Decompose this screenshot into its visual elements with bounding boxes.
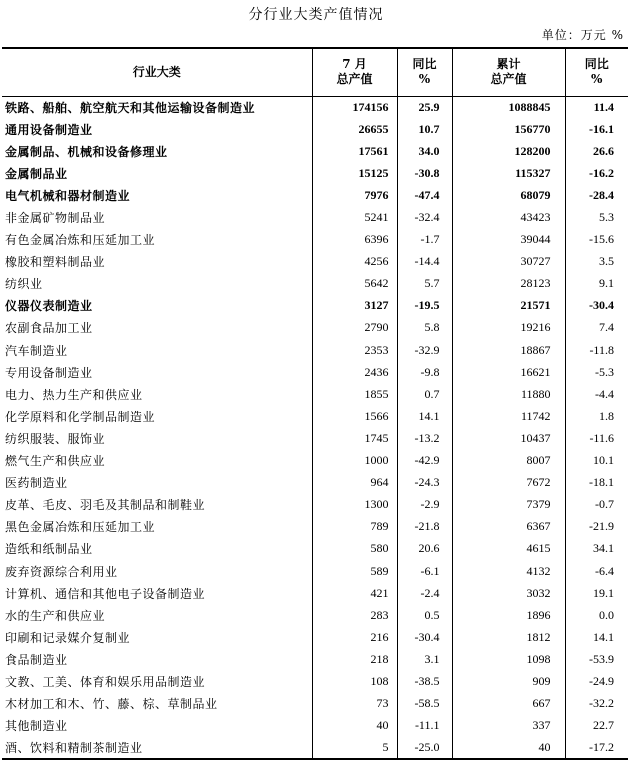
cumulative-output: 1896 — [452, 604, 565, 626]
table-row — [2, 626, 628, 648]
industry-name: 其他制造业 — [5, 719, 68, 734]
table-row — [2, 582, 628, 604]
cumulative-yoy: -6.4 — [565, 560, 628, 582]
cumulative-yoy: -21.9 — [565, 516, 628, 538]
table-row — [2, 472, 628, 494]
table-row — [2, 516, 628, 538]
cumulative-output: 156770 — [452, 118, 565, 140]
industry-name: 电力、热力生产和供应业 — [5, 387, 143, 402]
cumulative-output: 10437 — [452, 427, 565, 449]
cumulative-yoy: 0.0 — [565, 604, 628, 626]
industry-name: 造纸和纸制品业 — [5, 542, 93, 557]
cumulative-output: 43423 — [452, 206, 565, 228]
cumulative-output: 7379 — [452, 494, 565, 516]
july-yoy: -14.4 — [397, 251, 452, 273]
cumulative-output: 3032 — [452, 582, 565, 604]
cumulative-yoy: -53.9 — [565, 648, 628, 670]
cumulative-yoy: 5.3 — [565, 206, 628, 228]
table-row — [2, 405, 628, 427]
cumulative-yoy: -15.6 — [565, 229, 628, 251]
cumulative-output: 909 — [452, 670, 565, 692]
industry-name: 金属制品业 — [5, 166, 68, 181]
cumulative-yoy: -30.4 — [565, 295, 628, 317]
cumulative-yoy: -11.8 — [565, 339, 628, 361]
july-output: 2790 — [312, 317, 397, 339]
industry-name: 计算机、通信和其他电子设备制造业 — [5, 586, 206, 601]
july-output: 5241 — [312, 206, 397, 228]
industry-name: 废弃资源综合利用业 — [5, 564, 118, 579]
table-row — [2, 118, 628, 140]
industry-name: 燃气生产和供应业 — [5, 454, 106, 469]
cumulative-yoy: -5.3 — [565, 361, 628, 383]
industry-name: 有色金属冶炼和压延加工业 — [5, 233, 156, 248]
cumulative-output: 28123 — [452, 273, 565, 295]
industry-name: 非金属矿物制品业 — [5, 211, 106, 226]
industry-name: 化学原料和化学制品制造业 — [5, 409, 156, 424]
table-row — [2, 206, 628, 228]
july-yoy: -2.4 — [397, 582, 452, 604]
cumulative-output: 11742 — [452, 405, 565, 427]
july-yoy: -21.8 — [397, 516, 452, 538]
industry-name: 专用设备制造业 — [5, 365, 93, 380]
cumulative-output: 68079 — [452, 184, 565, 206]
cumulative-output: 4615 — [452, 538, 565, 560]
july-yoy: -24.3 — [397, 472, 452, 494]
header-text: 总产值 — [490, 72, 527, 87]
industry-name: 黑色金属冶炼和压延加工业 — [5, 520, 156, 535]
industry-name: 农副食品加工业 — [5, 321, 93, 336]
july-yoy: 14.1 — [397, 405, 452, 427]
july-output: 3127 — [312, 295, 397, 317]
industry-name: 纺织业 — [5, 277, 43, 292]
table-row — [2, 361, 628, 383]
industry-name: 纺织服装、服饰业 — [5, 431, 106, 446]
july-output: 283 — [312, 604, 397, 626]
table-row — [2, 715, 628, 737]
cumulative-yoy: 3.5 — [565, 251, 628, 273]
cumulative-yoy: 14.1 — [565, 626, 628, 648]
july-yoy: -58.5 — [397, 693, 452, 715]
table-row — [2, 648, 628, 670]
industry-name: 文教、工美、体育和娱乐用品制造业 — [5, 674, 206, 689]
table-row — [2, 229, 628, 251]
header-july-yoy — [397, 48, 452, 96]
cumulative-output: 18867 — [452, 339, 565, 361]
header-text: 行业大类 — [132, 64, 181, 79]
july-output: 108 — [312, 670, 397, 692]
cumulative-yoy: -16.1 — [565, 118, 628, 140]
july-output: 789 — [312, 516, 397, 538]
table-row — [2, 560, 628, 582]
industry-name: 印刷和记录媒介复制业 — [5, 630, 131, 645]
july-output: 1745 — [312, 427, 397, 449]
table-header — [2, 48, 628, 96]
july-output: 5642 — [312, 273, 397, 295]
table-row — [2, 339, 628, 361]
cumulative-yoy: 22.7 — [565, 715, 628, 737]
july-output: 40 — [312, 715, 397, 737]
cumulative-output: 6367 — [452, 516, 565, 538]
cumulative-yoy: 19.1 — [565, 582, 628, 604]
industry-name: 汽车制造业 — [5, 343, 68, 358]
july-yoy: 0.7 — [397, 383, 452, 405]
industry-name: 橡胶和塑料制品业 — [5, 255, 106, 270]
table-row — [2, 383, 628, 405]
table-row — [2, 494, 628, 516]
table-row — [2, 604, 628, 626]
cumulative-yoy: -16.2 — [565, 162, 628, 184]
table-row — [2, 670, 628, 692]
july-yoy: -30.8 — [397, 162, 452, 184]
table-row — [2, 96, 628, 118]
cumulative-output: 128200 — [452, 140, 565, 162]
table-row — [2, 693, 628, 715]
july-yoy: 5.7 — [397, 273, 452, 295]
header-industry — [2, 48, 312, 96]
cumulative-yoy: 26.6 — [565, 140, 628, 162]
cumulative-output: 11880 — [452, 383, 565, 405]
industry-output-table — [2, 47, 628, 760]
cumulative-yoy: 7.4 — [565, 317, 628, 339]
july-output: 73 — [312, 693, 397, 715]
july-yoy: 10.7 — [397, 118, 452, 140]
cumulative-output: 337 — [452, 715, 565, 737]
table-row — [2, 140, 628, 162]
july-yoy: 25.9 — [397, 96, 452, 118]
july-yoy: -13.2 — [397, 427, 452, 449]
cumulative-yoy: -18.1 — [565, 472, 628, 494]
july-yoy: -38.5 — [397, 670, 452, 692]
july-output: 15125 — [312, 162, 397, 184]
july-yoy: -9.8 — [397, 361, 452, 383]
july-yoy: -47.4 — [397, 184, 452, 206]
july-output: 1000 — [312, 450, 397, 472]
unit-label: 单位：万元 % — [541, 28, 624, 42]
table-row — [2, 162, 628, 184]
table-row — [2, 737, 628, 759]
cumulative-output: 4132 — [452, 560, 565, 582]
july-yoy: -32.9 — [397, 339, 452, 361]
july-output: 964 — [312, 472, 397, 494]
july-output: 421 — [312, 582, 397, 604]
july-output: 2436 — [312, 361, 397, 383]
july-yoy: -19.5 — [397, 295, 452, 317]
cumulative-output: 115327 — [452, 162, 565, 184]
july-output: 216 — [312, 626, 397, 648]
industry-name: 酒、饮料和精制茶制造业 — [2, 737, 312, 759]
table-row — [2, 427, 628, 449]
header-july-output — [312, 48, 397, 96]
july-yoy: -30.4 — [397, 626, 452, 648]
industry-name: 医药制造业 — [5, 476, 68, 491]
cumulative-yoy: -17.2 — [565, 737, 628, 759]
header-cumulative-output — [452, 48, 565, 96]
industry-name: 水的生产和供应业 — [5, 608, 106, 623]
july-yoy: 3.1 — [397, 648, 452, 670]
header-text: 累计 — [496, 57, 521, 72]
cumulative-output: 39044 — [452, 229, 565, 251]
cumulative-output: 40 — [452, 737, 565, 759]
cumulative-yoy: -28.4 — [565, 184, 628, 206]
table-row — [2, 273, 628, 295]
cumulative-yoy: 1.8 — [565, 405, 628, 427]
july-output: 1300 — [312, 494, 397, 516]
cumulative-output: 16621 — [452, 361, 565, 383]
july-output: 7976 — [312, 184, 397, 206]
cumulative-output: 667 — [452, 693, 565, 715]
header-text: 同比 — [412, 57, 437, 72]
july-output: 1855 — [312, 383, 397, 405]
july-output: 6396 — [312, 229, 397, 251]
table-row — [2, 184, 628, 206]
header-cumulative-yoy — [565, 48, 628, 96]
july-yoy: 20.6 — [397, 538, 452, 560]
header-text: % — [591, 72, 603, 87]
industry-name: 木材加工和木、竹、藤、棕、草制品业 — [5, 697, 218, 712]
header-text: % — [418, 72, 431, 87]
july-output: 174156 — [312, 96, 397, 118]
july-yoy: 5.8 — [397, 317, 452, 339]
july-output: 580 — [312, 538, 397, 560]
july-yoy: -1.7 — [397, 229, 452, 251]
header-text: 同比 — [584, 57, 609, 72]
cumulative-output: 1088845 — [452, 96, 565, 118]
cumulative-output: 1812 — [452, 626, 565, 648]
industry-name: 仪器仪表制造业 — [5, 299, 93, 314]
july-yoy: -32.4 — [397, 206, 452, 228]
cumulative-output: 1098 — [452, 648, 565, 670]
industry-name: 食品制造业 — [5, 652, 68, 667]
july-output: 26655 — [312, 118, 397, 140]
july-yoy: -11.1 — [397, 715, 452, 737]
cumulative-output: 7672 — [452, 472, 565, 494]
cumulative-yoy: 9.1 — [565, 273, 628, 295]
industry-name: 皮革、毛皮、羽毛及其制品和制鞋业 — [5, 498, 206, 513]
cumulative-yoy: -32.2 — [565, 693, 628, 715]
july-yoy: 34.0 — [397, 140, 452, 162]
july-output: 218 — [312, 648, 397, 670]
july-yoy: 0.5 — [397, 604, 452, 626]
cumulative-output: 19216 — [452, 317, 565, 339]
july-output: 2353 — [312, 339, 397, 361]
industry-name: 通用设备制造业 — [5, 122, 93, 137]
july-yoy: -6.1 — [397, 560, 452, 582]
cumulative-yoy: 10.1 — [565, 450, 628, 472]
table-row — [2, 251, 628, 273]
page-title: 分行业大类产值情况 — [248, 7, 384, 23]
cumulative-yoy: -4.4 — [565, 383, 628, 405]
table-row — [2, 295, 628, 317]
july-yoy: -2.9 — [397, 494, 452, 516]
july-output: 17561 — [312, 140, 397, 162]
july-output: 4256 — [312, 251, 397, 273]
table-row — [2, 538, 628, 560]
header-text: 总产值 — [336, 72, 373, 87]
july-yoy: -25.0 — [397, 737, 452, 759]
table-row — [2, 450, 628, 472]
industry-name: 电气机械和器材制造业 — [5, 188, 131, 203]
industry-name: 铁路、船舶、航空航天和其他运输设备制造业 — [5, 100, 256, 115]
cumulative-yoy: 34.1 — [565, 538, 628, 560]
cumulative-output: 30727 — [452, 251, 565, 273]
table-row — [2, 317, 628, 339]
industry-name: 金属制品、机械和设备修理业 — [5, 144, 168, 159]
header-text: 7 月 — [342, 57, 367, 72]
july-output: 5 — [312, 737, 397, 759]
cumulative-output: 8007 — [452, 450, 565, 472]
july-output: 589 — [312, 560, 397, 582]
cumulative-yoy: -0.7 — [565, 494, 628, 516]
cumulative-yoy: 11.4 — [565, 96, 628, 118]
july-output: 1566 — [312, 405, 397, 427]
cumulative-yoy: -11.6 — [565, 427, 628, 449]
table-body — [2, 96, 628, 759]
july-yoy: -42.9 — [397, 450, 452, 472]
cumulative-output: 21571 — [452, 295, 565, 317]
cumulative-yoy: -24.9 — [565, 670, 628, 692]
header-row — [2, 48, 628, 96]
